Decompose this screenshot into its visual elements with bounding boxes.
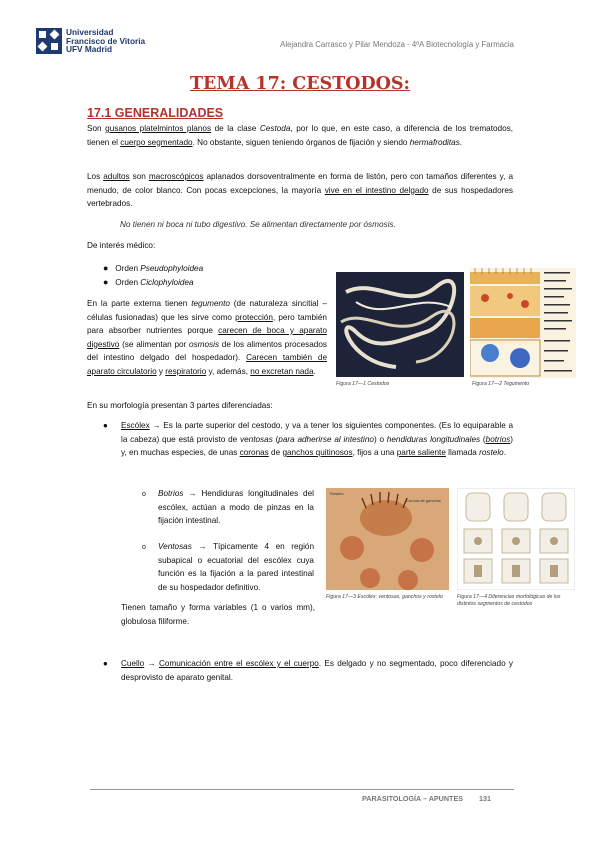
text: ) o [373, 434, 387, 444]
bullet-icon: ● [103, 263, 109, 273]
text: y, además, [206, 366, 251, 376]
text-underlined: macroscópicos [148, 172, 204, 181]
text-underlined: Carecen también de aparato circulatorio [87, 353, 327, 376]
text: . [459, 137, 463, 147]
term: Ventosas [158, 542, 192, 551]
sub-bullet-icon: o [142, 544, 146, 551]
text-underlined: parte saliente [396, 448, 446, 457]
text-underlined: no excretan nada [250, 366, 314, 376]
text-italic: Cestoda [259, 124, 291, 133]
text: y [156, 366, 166, 376]
order-name: Ciclophyloidea [140, 278, 194, 287]
bullet-icon: ● [103, 277, 109, 287]
text-underlined: ganchos quitinosos [282, 448, 353, 457]
text: (de naturaleza sincitial – células fusionadas) que les sirve como [87, 299, 327, 322]
text-underlined: vive en el intestino delgado [324, 185, 429, 195]
text-italic: ventosas [240, 434, 273, 444]
text: , fijos a una [352, 448, 397, 457]
text-underlined: respiratorio [165, 366, 207, 376]
text-italic-underlined: botrios [485, 434, 511, 444]
text: → Es la parte superior del cestodo, y va a tener los siguientes componentes. (Es lo equiparable a la cabeza) que está provisto de [121, 421, 513, 444]
text-underlined: gusanos platelmintos planos [105, 124, 212, 133]
text: de [268, 448, 283, 457]
text-underlined: Escólex [121, 421, 150, 430]
text: de los alimentos procesados del intestino delgado del hospedador). [87, 339, 327, 362]
figure-label: Rostelo [330, 491, 344, 496]
text-underlined: carecen de boca y aparato digestivo [87, 326, 327, 349]
text-underlined: cuerpo segmentado [120, 137, 193, 147]
order-list-item [103, 262, 203, 276]
interest-label: De interés médico: [87, 241, 156, 250]
text-italic: osmosis [189, 339, 220, 349]
text: , pero también para absorber nutrientes porque [87, 312, 327, 335]
footer-subject: PARASITOLOGÍA – APUNTES [362, 794, 464, 803]
text: , por lo que, en este caso, a diferencia de los trematodos, tienen el [87, 124, 514, 147]
text: Los [87, 172, 104, 181]
text: llamada [445, 448, 480, 457]
note-osmosis: No tienen ni boca ni tubo digestivo. Se alimentan directamente por ósmosis. [120, 220, 396, 229]
text-italic: hermafroditas [409, 137, 460, 147]
figure-caption: Figura 17—1 Cestodos [336, 381, 390, 387]
paragraph-intro [87, 122, 513, 149]
text: de sus hospedadores vertebrados. [87, 185, 513, 208]
text: ( [480, 434, 486, 444]
text: aplanados dorsoventralmente en forma de listón, pero con tamaños diferentes y, a menudo, de color blanco. Con pocas excepciones, la mayoría [87, 172, 513, 195]
page-title: TEMA 17: CESTODOS: [190, 74, 410, 94]
logo-emblem-icon [36, 28, 62, 54]
text: → [144, 659, 159, 668]
text-underlined: Comunicación entre el escólex y el cuerpo [158, 659, 319, 668]
term: Botrios [158, 489, 184, 498]
sub-bullet-icon: o [142, 491, 146, 498]
text-underlined: protección [235, 312, 273, 322]
parts-intro: En su morfología presentan 3 partes diferenciadas: [87, 401, 273, 410]
figure-label: Corona de ganchos [406, 498, 441, 503]
page-number: 131 [479, 794, 492, 803]
paragraph-ventosas [158, 540, 314, 594]
logo-line-2: Francisco de Vitoria [66, 35, 146, 46]
text: Son [87, 124, 106, 133]
text: → Típicamente 4 en región subapical o ecuatorial del escólex cuya función es la fijación a la pared intestinal de su hospedador definitivo. [158, 542, 314, 592]
text: ) y, en muchas especies, de unas [121, 434, 513, 457]
order-list-item [103, 276, 194, 290]
figure-caption: Figura 17—4 Diferencias morfológicas de los distintos segmentos de cestodos [457, 594, 561, 607]
footer-divider [90, 789, 514, 790]
text: (se alimentan por [119, 339, 190, 349]
bullet-icon: ● [103, 659, 108, 668]
figure-cestodes-image [336, 272, 464, 377]
text-italic: rostelo [479, 448, 504, 457]
section-heading: 17.1 GENERALIDADES [87, 106, 224, 120]
text: . [313, 366, 316, 376]
figure-segments-diagram [457, 488, 575, 590]
university-logo [36, 28, 146, 56]
order-name: Pseudophyloidea [140, 264, 204, 273]
text-italic: tegumento [191, 299, 230, 308]
text-underlined: coronas [239, 448, 269, 457]
text-italic: hendiduras longitudinales [386, 434, 481, 444]
text: . Es delgado y no segmentado, poco diferenciado y desprovisto de aparato genital. [121, 659, 513, 682]
text: En la parte externa tienen [87, 299, 192, 308]
paragraph-escolex [121, 419, 513, 460]
text-underlined: adultos [103, 172, 130, 181]
bullet-icon: ● [103, 421, 108, 430]
text-italic: para adherirse al intestino [278, 434, 374, 444]
text-underlined: Cuello [121, 659, 145, 668]
paragraph-adults [87, 170, 513, 211]
figure-tegument-diagram [470, 268, 576, 378]
figure-caption: Figura 17—3 Escólex: ventosas, ganchos y rostelo [326, 594, 443, 600]
figure-caption: Figura 17—2 Tegumento [472, 381, 530, 387]
text: . No obstante, siguen teniendo órganos de fijación y siendo [192, 137, 410, 147]
paragraph-tegument [87, 297, 327, 378]
logo-line-3: UFV Madrid [66, 44, 113, 55]
figure-escolex-photo [326, 488, 449, 590]
logo-text [66, 28, 145, 54]
paragraph-cuello [121, 657, 513, 684]
order-prefix: Orden [115, 264, 141, 273]
order-prefix: Orden [115, 278, 141, 287]
text: son [129, 172, 149, 181]
page-footer [362, 794, 491, 803]
text: ( [272, 434, 279, 444]
text: → Hendiduras longitudinales del escólex, actúan a modo de pinzas en la fijación intestinal. [158, 489, 314, 525]
text: . [503, 448, 506, 457]
header-authors: Alejandra Carrasco y Pilar Mendoza - 4ºA Biotecnología y Farmacia [280, 40, 514, 49]
paragraph-size: Tienen tamaño y forma variables (1 o varios mm), globulosa filiforme. [121, 603, 315, 626]
text: de la clase [211, 124, 260, 133]
logo-line-1: Universidad [66, 27, 114, 37]
paragraph-botrios [158, 487, 314, 528]
